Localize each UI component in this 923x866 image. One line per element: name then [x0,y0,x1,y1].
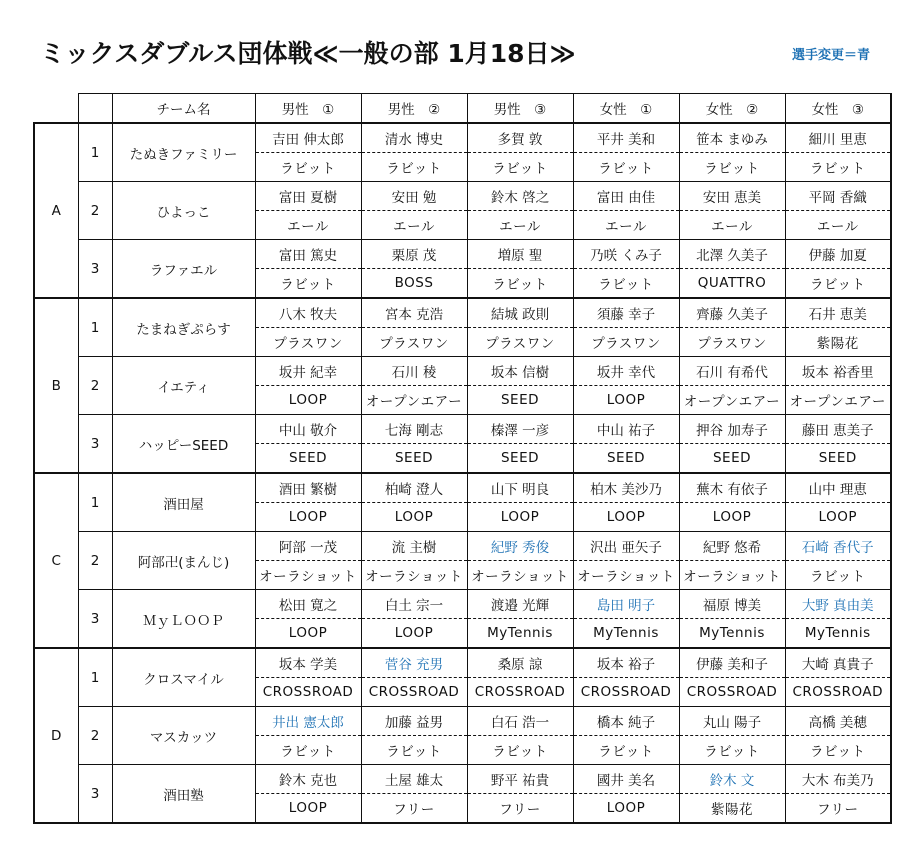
division-label: C [34,473,78,648]
table-body [34,123,891,823]
player-club: エール [573,211,679,240]
player-club: LOOP [255,794,361,824]
player-name: 吉田 伸太郎 [255,123,361,153]
header-male-2: 男性 ② [361,94,467,124]
player-name: 土屋 雄太 [361,765,467,794]
player-club: フリー [467,794,573,824]
change-note: 選手変更＝青 [792,48,871,63]
player-name: 藤田 恵美子 [785,415,891,444]
header-blank-division [34,94,78,124]
player-name: 坂井 紀幸 [255,357,361,386]
player-name: 大野 真由美 [785,590,891,619]
player-name: 阿部 一茂 [255,532,361,561]
team-number: 3 [78,240,112,299]
team-number: 3 [78,415,112,474]
player-club: オープンエアー [785,386,891,415]
player-club: ラビット [467,736,573,765]
table-row [34,532,891,561]
player-club: SEED [361,444,467,474]
player-club: オーラショット [679,561,785,590]
player-club: ラビット [467,153,573,182]
player-name: 白石 浩一 [467,707,573,736]
player-club: SEED [467,386,573,415]
player-name: 細川 里恵 [785,123,891,153]
player-name: 松田 寛之 [255,590,361,619]
team-number: 1 [78,298,112,357]
player-club: オープンエアー [361,386,467,415]
player-club: オーラショット [255,561,361,590]
player-club: LOOP [573,386,679,415]
player-club: LOOP [255,619,361,649]
team-number: 1 [78,123,112,182]
player-name: 中山 敬介 [255,415,361,444]
table-row [34,765,891,794]
player-club: CROSSROAD [255,678,361,707]
player-name: 伊藤 美和子 [679,648,785,678]
player-club: CROSSROAD [785,678,891,707]
player-name: 坂本 裕香里 [785,357,891,386]
header-blank-number [78,94,112,124]
player-name: 押谷 加寿子 [679,415,785,444]
player-club: BOSS [361,269,467,299]
team-name: たぬきファミリー [112,123,255,182]
team-number: 2 [78,182,112,240]
team-name: ＭｙＬＯＯＰ [112,590,255,649]
player-club: ラビット [573,153,679,182]
player-club: MyTennis [785,619,891,649]
player-name: 野平 祐貴 [467,765,573,794]
team-number: 2 [78,532,112,590]
player-club: プラスワン [573,328,679,357]
player-name: 中山 祐子 [573,415,679,444]
player-name: 榛澤 一彦 [467,415,573,444]
player-club: エール [361,211,467,240]
player-name: 橋本 純子 [573,707,679,736]
table-row [34,648,891,678]
table-row [34,415,891,444]
player-club: MyTennis [573,619,679,649]
player-club: 紫陽花 [679,794,785,824]
player-club: LOOP [785,503,891,532]
player-club: エール [679,211,785,240]
player-club: SEED [785,444,891,474]
player-club: ラビット [785,153,891,182]
player-club: SEED [255,444,361,474]
player-club: ラビット [679,153,785,182]
player-club: LOOP [361,503,467,532]
player-club: CROSSROAD [361,678,467,707]
player-name: 平井 美和 [573,123,679,153]
player-club: プラスワン [255,328,361,357]
player-club: プラスワン [679,328,785,357]
player-name: 鈴木 克也 [255,765,361,794]
player-name: 山下 明良 [467,473,573,503]
player-club: ラビット [573,269,679,299]
player-name: 七海 剛志 [361,415,467,444]
player-name: 柏崎 澄人 [361,473,467,503]
player-club: オープンエアー [679,386,785,415]
player-club: ラビット [361,736,467,765]
player-name: 安田 恵美 [679,182,785,211]
table-row [34,707,891,736]
player-name: 島田 明子 [573,590,679,619]
player-club: SEED [679,444,785,474]
player-name: 石川 稜 [361,357,467,386]
player-name: 紀野 秀俊 [467,532,573,561]
player-name: 井出 憲太郎 [255,707,361,736]
table-row [34,473,891,503]
header-female-1: 女性 ① [573,94,679,124]
player-name: 沢出 亜矢子 [573,532,679,561]
player-club: LOOP [255,386,361,415]
player-name: 鈴木 文 [679,765,785,794]
player-name: 福原 博美 [679,590,785,619]
player-name: 高橋 美穂 [785,707,891,736]
player-name: 蕪木 有依子 [679,473,785,503]
team-name: ハッピーSEED [112,415,255,474]
header-female-3: 女性 ③ [785,94,891,124]
player-club: プラスワン [467,328,573,357]
player-club: LOOP [679,503,785,532]
player-club: LOOP [573,794,679,824]
player-name: 笹本 まゆみ [679,123,785,153]
player-name: 紀野 悠希 [679,532,785,561]
team-name: マスカッツ [112,707,255,765]
player-club: ラビット [679,736,785,765]
player-name: 丸山 陽子 [679,707,785,736]
player-name: 坂本 裕子 [573,648,679,678]
page-title: ミックスダブルス団体戦≪一般の部 1月18日≫ [40,39,576,68]
division-label: A [34,123,78,298]
player-name: 清水 博史 [361,123,467,153]
player-club: ラビット [467,269,573,299]
table-row [34,182,891,211]
team-name: ひよっこ [112,182,255,240]
player-name: 酒田 繁樹 [255,473,361,503]
player-name: 多賀 敦 [467,123,573,153]
team-name: イエティ [112,357,255,415]
table-row [34,590,891,619]
player-name: 石川 有希代 [679,357,785,386]
player-club: フリー [785,794,891,824]
player-name: 富田 篤史 [255,240,361,269]
player-club: ラビット [573,736,679,765]
player-name: 大崎 真貴子 [785,648,891,678]
player-name: 富田 夏樹 [255,182,361,211]
player-name: 増原 聖 [467,240,573,269]
player-name: 八木 牧夫 [255,298,361,328]
player-name: 菅谷 充男 [361,648,467,678]
player-club: プラスワン [361,328,467,357]
team-number: 3 [78,765,112,824]
player-name: 加藤 益男 [361,707,467,736]
team-name: クロスマイル [112,648,255,707]
team-number: 3 [78,590,112,649]
player-club: QUATTRO [679,269,785,299]
player-club: MyTennis [679,619,785,649]
player-name: 石井 恵美 [785,298,891,328]
player-name: 乃咲 くみ子 [573,240,679,269]
team-name: ラファエル [112,240,255,299]
player-name: 北澤 久美子 [679,240,785,269]
player-name: 流 主樹 [361,532,467,561]
player-name: 伊藤 加夏 [785,240,891,269]
player-name: 山中 理恵 [785,473,891,503]
player-club: LOOP [467,503,573,532]
player-club: ラビット [255,269,361,299]
table-row [34,123,891,153]
header-row [34,94,891,124]
header-team: チーム名 [112,94,255,124]
header-female-2: 女性 ② [679,94,785,124]
player-club: ラビット [785,269,891,299]
player-club: CROSSROAD [679,678,785,707]
player-club: ラビット [785,561,891,590]
player-club: LOOP [255,503,361,532]
player-name: 鈴木 啓之 [467,182,573,211]
player-club: SEED [573,444,679,474]
team-name: 酒田屋 [112,473,255,532]
team-number: 2 [78,357,112,415]
player-name: 栗原 茂 [361,240,467,269]
player-name: 大木 布美乃 [785,765,891,794]
player-club: ラビット [255,153,361,182]
player-name: 安田 勉 [361,182,467,211]
player-name: 富田 由佳 [573,182,679,211]
division-label: B [34,298,78,473]
team-number: 1 [78,473,112,532]
player-name: 柏木 美沙乃 [573,473,679,503]
player-name: 須藤 幸子 [573,298,679,328]
table-row [34,357,891,386]
team-name: たまねぎぷらす [112,298,255,357]
player-club: 紫陽花 [785,328,891,357]
player-name: 宮本 克浩 [361,298,467,328]
player-name: 國井 美名 [573,765,679,794]
player-name: 渡邉 光輝 [467,590,573,619]
player-club: LOOP [361,619,467,649]
player-club: エール [255,211,361,240]
player-club: SEED [467,444,573,474]
team-name: 阿部卍(まんじ) [112,532,255,590]
player-club: LOOP [573,503,679,532]
player-name: 桑原 諒 [467,648,573,678]
player-club: ラビット [361,153,467,182]
team-name: 酒田塾 [112,765,255,824]
player-name: 平岡 香織 [785,182,891,211]
table-header [34,94,891,124]
player-name: 石崎 香代子 [785,532,891,561]
team-number: 2 [78,707,112,765]
table-row [34,240,891,269]
header-male-1: 男性 ① [255,94,361,124]
header-male-3: 男性 ③ [467,94,573,124]
player-name: 坂本 学美 [255,648,361,678]
player-club: オーラショット [573,561,679,590]
player-club: CROSSROAD [573,678,679,707]
table-row [34,298,891,328]
player-club: MyTennis [467,619,573,649]
player-club: ラビット [785,736,891,765]
player-club: オーラショット [361,561,467,590]
roster-table [33,93,892,824]
player-name: 坂井 幸代 [573,357,679,386]
player-club: エール [467,211,573,240]
player-name: 齊藤 久美子 [679,298,785,328]
player-name: 坂本 信樹 [467,357,573,386]
player-club: ラビット [255,736,361,765]
player-club: フリー [361,794,467,824]
player-club: CROSSROAD [467,678,573,707]
player-name: 結城 政則 [467,298,573,328]
player-name: 白土 宗一 [361,590,467,619]
player-club: オーラショット [467,561,573,590]
player-club: エール [785,211,891,240]
team-number: 1 [78,648,112,707]
division-label: D [34,648,78,823]
